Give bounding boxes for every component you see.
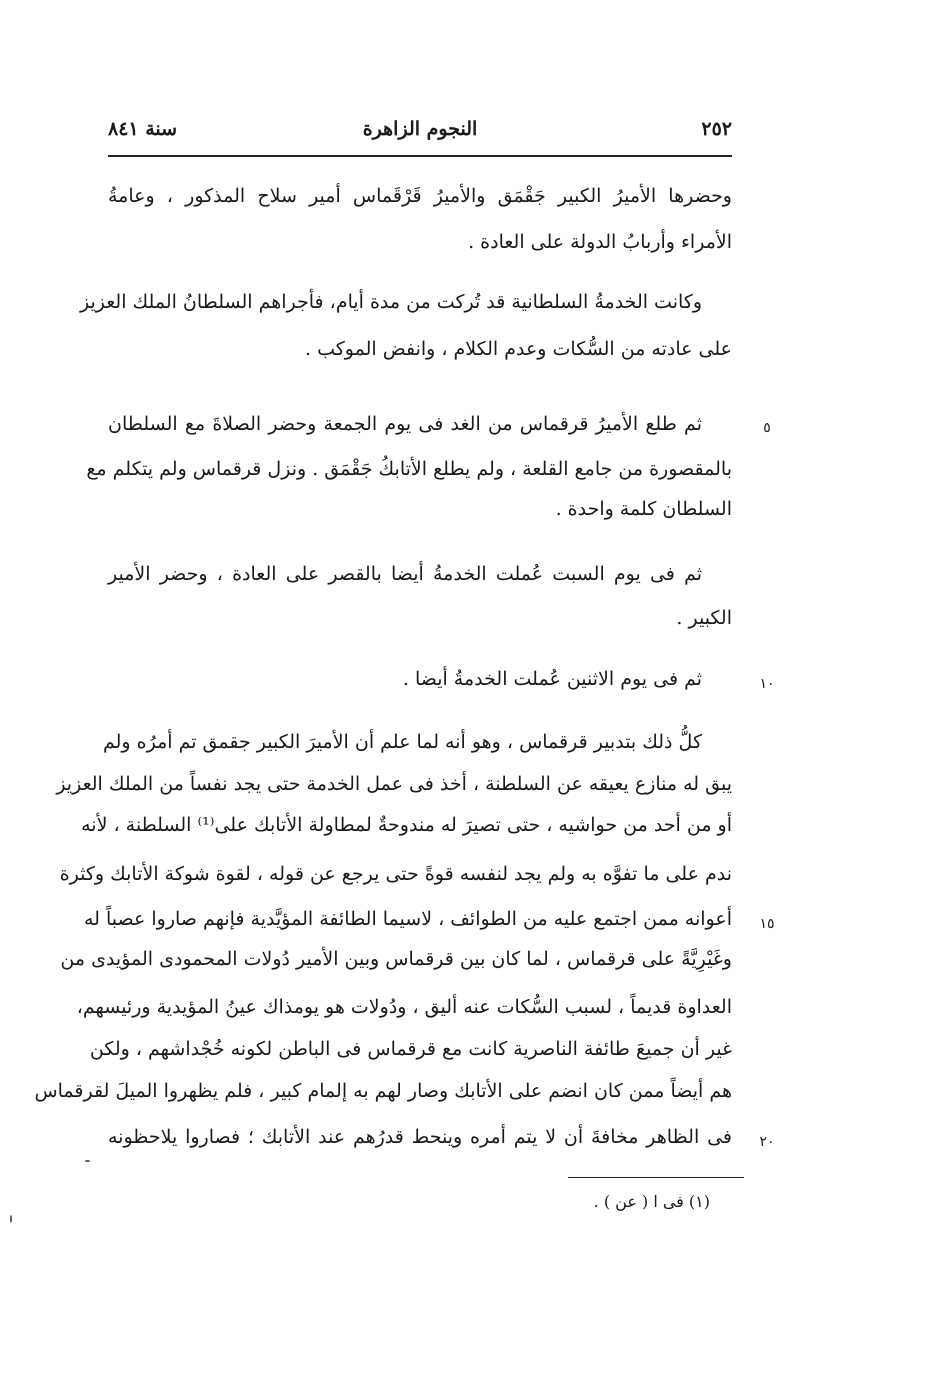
- margin-line-number: ٥: [763, 420, 771, 436]
- margin-line-number: ١٠: [759, 676, 775, 692]
- text-line: يبق له منازع يعيقه عن السلطنة ، أخذ فى عمل الخدمة حتى يجد نفساً من الملك العزيز: [56, 773, 732, 795]
- text-line: السلطان كلمة واحدة .: [555, 498, 732, 520]
- text-line: بالمقصورة من جامع القلعة ، ولم يطلع الأتابكُ جَقْمَق . ونزل قرقماس ولم يتكلم مع: [86, 458, 732, 480]
- text-line: العداوة قديماً ، لسبب السُّكات عنه أليق ، ودُولات هو يومذاك عينُ المؤيدية ورئيسهم،: [76, 996, 732, 1018]
- text-line: أعوانه ممن اجتمع عليه من الطوائف ، لاسيما الطائفة المؤيَّدية فإنهم صاروا عصباً له: [83, 908, 732, 930]
- margin-line-number: ٢٠: [759, 1134, 775, 1150]
- text-line: ثم طلع الأميرُ قرقماس من الغد فى يوم الجمعة وحضر الصلاةَ مع السلطان: [108, 413, 702, 435]
- text-line: وغَيْرِيَّةً على قرقماس ، لما كان بين قرقماس وبين الأمير دُولات المحمودى المؤيدى من: [60, 948, 732, 970]
- text-line: ثم فى يوم السبت عُملت الخدمةُ أيضا بالقصر على العادة ، وحضر الأمير: [108, 563, 702, 585]
- scan-speck: [10, 1215, 12, 1223]
- page-number: ٢٥٢: [701, 118, 732, 140]
- text-line: الأمراء وأربابُ الدولة على العادة .: [468, 231, 732, 253]
- running-header: [108, 110, 732, 154]
- text-line: ندم على ما تفوَّه به ولم يجد لنفسه قوةً حتى يرجع عن قوله ، لقوة شوكة الأتابك وكثرة: [59, 863, 732, 885]
- scan-speck: [85, 1160, 90, 1162]
- footnote-rule: [568, 1177, 744, 1178]
- year-label: سنة ٨٤١: [108, 118, 178, 140]
- text-line: غير أن جميعَ طائفة الناصرية كانت مع قرقماس فى الباطن لكونه خُجْداشهم ، ولكن: [89, 1038, 732, 1060]
- text-line: على عادته من السُّكات وعدم الكلام ، وانفض الموكب .: [305, 338, 732, 360]
- text-line: فى الظاهر مخافةَ أن لا يتم أمره وينحط قدرُهم عند الأتابك ؛ فصاروا يلاحظونه: [108, 1126, 732, 1148]
- text-line: وكانت الخدمةُ السلطانية قد تُركت من مدة أيام، فأجراهم السلطانُ الملك العزيز: [80, 291, 702, 313]
- margin-line-number: ١٥: [759, 916, 775, 932]
- text-line: الكبير .: [676, 607, 732, 629]
- running-title: النجوم الزاهرة: [362, 118, 478, 140]
- text-line: وحضرها الأميرُ الكبير جَقْمَق والأميرُ قَرْقَماس أمير سلاح المذكور ، وعامةُ: [108, 185, 732, 207]
- footnote: (١) فى ا ( عن ) .: [593, 1192, 710, 1211]
- text-line: كلُّ ذلك بتدبير قرقماس ، وهو أنه لما علم أن الأميرَ الكبير جقمق تم أمرُه ولم: [102, 731, 702, 753]
- text-line: هم أيضاً ممن كان انضم على الأتابك وصار لهم به إلمام كبير ، فلم يظهروا الميلَ لقرقماس: [34, 1080, 732, 1102]
- text-line: أو من أحد من حواشيه ، حتى تصيرَ له مندوحةٌ لمطاولة الأتابك على⁽¹⁾ السلطنة ، لأنه: [81, 814, 732, 836]
- header-rule: [108, 155, 732, 157]
- text-line: ثم فى يوم الاثنين عُملت الخدمةُ أيضا .: [402, 668, 702, 690]
